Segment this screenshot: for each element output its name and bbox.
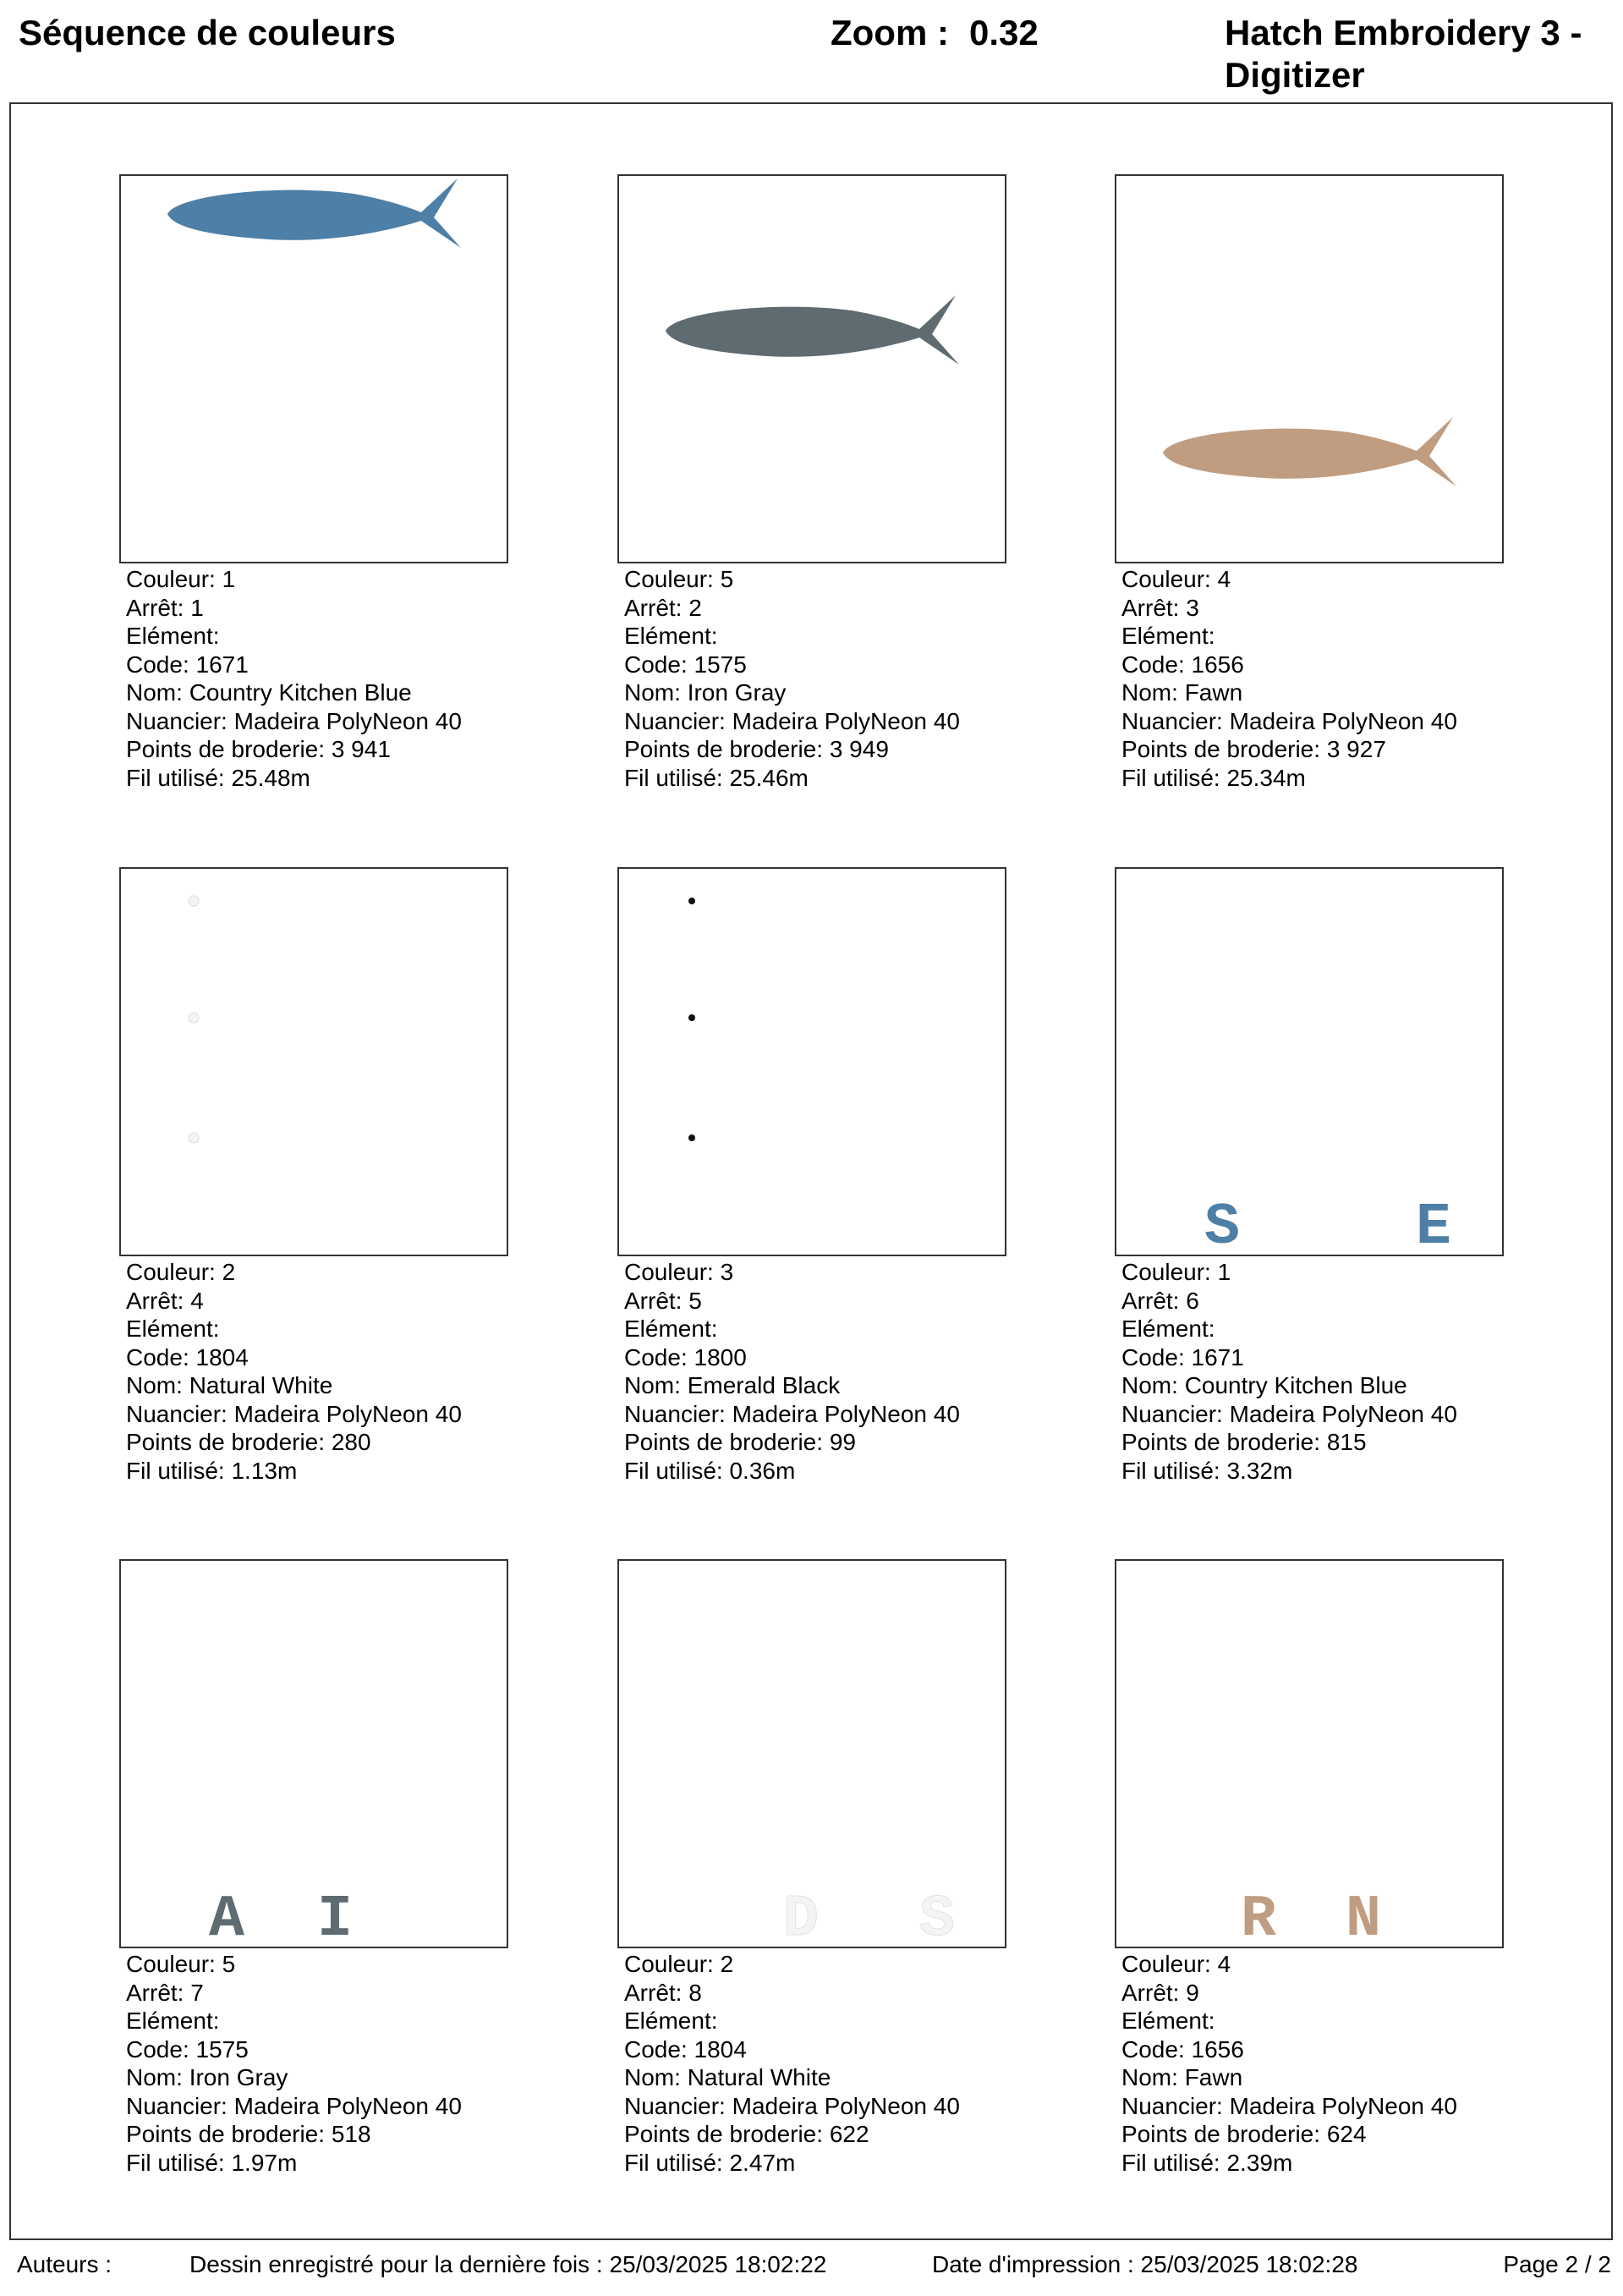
detail-label: Elément:	[1121, 2008, 1215, 2034]
detail-nom	[624, 2063, 1006, 2092]
stop-details	[617, 1258, 1006, 1485]
detail-value: 1575	[195, 2035, 249, 2063]
detail-fil	[624, 1457, 1006, 1486]
detail-value: 1656	[1191, 651, 1244, 678]
detail-label: Couleur:	[624, 1951, 714, 1977]
detail-label: Nuancier:	[126, 707, 228, 734]
detail-fil	[1121, 1457, 1504, 1486]
detail-label: Arrêt:	[624, 1287, 683, 1314]
detail-label: Nuancier:	[1121, 1400, 1223, 1427]
detail-value: 2.47m	[729, 2149, 796, 2176]
detail-fil	[1121, 764, 1504, 793]
detail-value: Madeira PolyNeon 40	[732, 707, 960, 734]
detail-value: Madeira PolyNeon 40	[233, 707, 462, 734]
color-stop-card	[617, 1559, 1006, 2177]
color-stop-card	[1115, 1559, 1504, 2177]
detail-value: 8	[688, 1979, 702, 2006]
detail-label: Nom:	[126, 2064, 183, 2090]
preview-graphic	[619, 176, 1005, 562]
detail-label: Nom:	[1121, 679, 1178, 706]
detail-label: Nom:	[1121, 2064, 1178, 2090]
detail-fil	[126, 764, 508, 793]
detail-code	[624, 2035, 1006, 2064]
stop-details	[1115, 1258, 1504, 1485]
detail-label: Couleur:	[1121, 566, 1211, 592]
detail-arret	[624, 1979, 1006, 2008]
detail-nuancier	[624, 2092, 1006, 2121]
detail-code	[1121, 2035, 1504, 2064]
detail-value: 6	[1186, 1287, 1199, 1314]
detail-value: 3 927	[1326, 736, 1386, 762]
detail-label: Code:	[624, 651, 688, 678]
detail-value: 1	[222, 566, 236, 592]
detail-points	[624, 735, 1006, 764]
design-preview	[617, 867, 1006, 1256]
fish-shape	[666, 295, 959, 365]
detail-fil	[1121, 2149, 1504, 2178]
detail-arret	[1121, 1287, 1504, 1316]
detail-element	[126, 2007, 508, 2035]
detail-couleur	[1121, 1258, 1504, 1287]
detail-nom	[624, 678, 1006, 707]
detail-nuancier	[624, 707, 1006, 736]
detail-points	[126, 735, 508, 764]
detail-label: Arrêt:	[624, 1979, 683, 2006]
detail-value: Country Kitchen Blue	[1184, 1372, 1407, 1398]
preview-graphic	[1116, 176, 1502, 562]
detail-label: Arrêt:	[126, 1287, 184, 1314]
detail-label: Elément:	[624, 2008, 718, 2034]
detail-value: 2	[688, 594, 702, 621]
detail-element	[126, 1315, 508, 1343]
detail-couleur	[1121, 565, 1504, 594]
detail-label: Nom:	[624, 2064, 681, 2090]
color-stop-card	[119, 867, 508, 1485]
detail-label: Code:	[126, 2035, 189, 2063]
detail-label: Fil utilisé:	[624, 764, 723, 791]
detail-fil	[126, 1457, 508, 1486]
detail-label: Points de broderie:	[1121, 2121, 1321, 2147]
design-preview	[617, 174, 1006, 563]
eye-dot	[688, 1014, 695, 1021]
detail-label: Fil utilisé:	[624, 2149, 723, 2176]
design-preview	[119, 174, 508, 563]
detail-value: 0.36m	[729, 1457, 796, 1484]
preview-graphic	[619, 1561, 1005, 1947]
detail-value: Madeira PolyNeon 40	[233, 2092, 462, 2119]
detail-label: Points de broderie:	[1121, 1429, 1321, 1455]
detail-value: Madeira PolyNeon 40	[1229, 2092, 1457, 2119]
detail-value: Natural White	[189, 1372, 333, 1398]
embroidery-letter: I	[316, 1887, 354, 1947]
detail-value: Madeira PolyNeon 40	[1229, 707, 1457, 734]
preview-graphic	[121, 1561, 507, 1947]
detail-value: Emerald Black	[687, 1372, 841, 1398]
detail-label: Arrêt:	[126, 594, 184, 621]
design-preview	[1115, 1559, 1504, 1948]
footer-page-number: Page 2 / 2	[1503, 2251, 1611, 2277]
app-name: Hatch Embroidery 3 - Digitizer	[1225, 13, 1582, 95]
detail-couleur	[1121, 1950, 1504, 1979]
detail-value: 5	[688, 1287, 702, 1314]
detail-couleur	[126, 565, 508, 594]
detail-nom	[624, 1371, 1006, 1400]
detail-label: Arrêt:	[1121, 594, 1180, 621]
detail-value: 4	[1217, 1951, 1231, 1977]
detail-label: Nom:	[126, 1372, 183, 1398]
detail-points	[624, 1428, 1006, 1457]
detail-element	[624, 2007, 1006, 2035]
detail-label: Points de broderie:	[624, 2121, 824, 2147]
detail-nom	[1121, 2063, 1504, 2092]
detail-value: 1.97m	[231, 2149, 298, 2176]
detail-points	[126, 1428, 508, 1457]
detail-fil	[624, 2149, 1006, 2178]
stop-details	[617, 565, 1006, 792]
detail-label: Couleur:	[624, 1259, 714, 1285]
detail-code	[126, 1343, 508, 1372]
detail-label: Fil utilisé:	[1121, 1457, 1220, 1484]
detail-couleur	[126, 1950, 508, 1979]
footer-last-saved: Dessin enregistré pour la dernière fois : 25/03/2025 18:02:22	[189, 2251, 827, 2277]
detail-value: 1671	[1191, 1343, 1244, 1370]
detail-label: Arrêt:	[1121, 1287, 1180, 1314]
detail-arret	[126, 1979, 508, 2008]
preview-graphic	[121, 869, 507, 1255]
detail-value: 3.32m	[1226, 1457, 1293, 1484]
detail-label: Nuancier:	[624, 707, 726, 734]
detail-value: 1804	[694, 2035, 747, 2063]
detail-value: Madeira PolyNeon 40	[732, 1400, 960, 1427]
detail-label: Couleur:	[1121, 1951, 1211, 1977]
detail-couleur	[624, 1950, 1006, 1979]
detail-value: Fawn	[1184, 2064, 1243, 2090]
detail-value: 1671	[195, 651, 249, 678]
detail-label: Nom:	[624, 679, 681, 706]
stop-details	[119, 1950, 508, 2177]
detail-label: Arrêt:	[624, 594, 683, 621]
detail-element	[624, 1315, 1006, 1343]
detail-points	[624, 2120, 1006, 2149]
eye-dot	[688, 1134, 695, 1141]
detail-value: 4	[1217, 566, 1231, 592]
eye-dot	[189, 1133, 199, 1143]
detail-couleur	[624, 565, 1006, 594]
detail-label: Elément:	[1121, 623, 1215, 649]
detail-code	[1121, 1343, 1504, 1372]
detail-nuancier	[1121, 707, 1504, 736]
color-stop-card	[119, 174, 508, 792]
detail-label: Code:	[1121, 2035, 1185, 2063]
detail-couleur	[126, 1258, 508, 1287]
detail-nuancier	[126, 1400, 508, 1429]
detail-element	[126, 622, 508, 651]
detail-nuancier	[1121, 2092, 1504, 2121]
detail-points	[1121, 2120, 1504, 2149]
detail-label: Couleur:	[126, 566, 216, 592]
detail-value: Country Kitchen Blue	[189, 679, 412, 706]
detail-label: Fil utilisé:	[1121, 764, 1220, 791]
detail-value: 5	[720, 566, 734, 592]
preview-graphic	[619, 869, 1005, 1255]
detail-label: Points de broderie:	[624, 736, 824, 762]
detail-code	[126, 2035, 508, 2064]
detail-label: Nom:	[1121, 1372, 1178, 1398]
preview-graphic	[1116, 1561, 1502, 1947]
detail-label: Nuancier:	[1121, 707, 1223, 734]
color-stop-card	[617, 174, 1006, 792]
detail-points	[126, 2120, 508, 2149]
detail-value: 1575	[694, 651, 747, 678]
detail-points	[1121, 735, 1504, 764]
detail-element	[624, 622, 1006, 651]
detail-value: Fawn	[1184, 679, 1243, 706]
detail-label: Fil utilisé:	[126, 2149, 225, 2176]
detail-element	[1121, 1315, 1504, 1343]
detail-value: 2.39m	[1226, 2149, 1293, 2176]
detail-fil	[126, 2149, 508, 2178]
embroidery-letter: D	[782, 1887, 820, 1947]
detail-element	[1121, 2007, 1504, 2035]
detail-code	[624, 1343, 1006, 1372]
footer-print-date: Date d'impression : 25/03/2025 18:02:28	[932, 2251, 1358, 2277]
embroidery-letter: A	[208, 1887, 245, 1947]
color-stop-card	[1115, 867, 1504, 1485]
stop-details	[119, 565, 508, 792]
eye-dot	[189, 1013, 199, 1023]
detail-arret	[1121, 1979, 1504, 2008]
detail-arret	[624, 594, 1006, 623]
detail-label: Couleur:	[126, 1951, 216, 1977]
embroidery-letter: S	[1204, 1195, 1241, 1255]
detail-label: Code:	[624, 1343, 688, 1370]
preview-graphic	[121, 176, 507, 562]
stop-details	[1115, 1950, 1504, 2177]
zoom-value: 0.32	[968, 13, 1039, 52]
detail-label: Points de broderie:	[1121, 736, 1321, 762]
detail-value: 4	[190, 1287, 204, 1314]
detail-label: Points de broderie:	[126, 1429, 326, 1455]
detail-value: Iron Gray	[189, 2064, 288, 2090]
detail-nom	[126, 678, 508, 707]
detail-value: Natural White	[687, 2064, 831, 2090]
design-preview	[119, 1559, 508, 1948]
detail-label: Arrêt:	[126, 1979, 184, 2006]
detail-label: Points de broderie:	[126, 736, 326, 762]
detail-label: Couleur:	[126, 1259, 216, 1285]
zoom-indicator	[831, 12, 1039, 54]
detail-element	[1121, 622, 1504, 651]
detail-label: Points de broderie:	[624, 1429, 824, 1455]
detail-value: Madeira PolyNeon 40	[732, 2092, 960, 2119]
detail-couleur	[624, 1258, 1006, 1287]
color-stop-card	[617, 867, 1006, 1485]
zoom-label: Zoom :	[831, 13, 949, 52]
detail-label: Fil utilisé:	[624, 1457, 723, 1484]
detail-label: Nuancier:	[624, 1400, 726, 1427]
detail-nom	[126, 2063, 508, 2092]
detail-label: Nom:	[126, 679, 183, 706]
detail-value: 3 941	[331, 736, 391, 762]
detail-value: 25.34m	[1226, 764, 1306, 791]
detail-value: 99	[829, 1429, 856, 1455]
stop-details	[119, 1258, 508, 1485]
detail-value: Madeira PolyNeon 40	[1229, 1400, 1457, 1427]
embroidery-letter: N	[1345, 1887, 1382, 1947]
fish-shape	[1163, 417, 1456, 486]
detail-label: Elément:	[126, 623, 220, 649]
detail-label: Arrêt:	[1121, 1979, 1180, 2006]
detail-nom	[126, 1371, 508, 1400]
detail-label: Fil utilisé:	[126, 1457, 225, 1484]
embroidery-letter: S	[918, 1887, 956, 1947]
color-stop-card	[119, 1559, 508, 2177]
detail-label: Elément:	[126, 2008, 220, 2034]
detail-arret	[126, 1287, 508, 1316]
detail-value: 2	[720, 1951, 734, 1977]
design-preview	[1115, 867, 1504, 1256]
detail-label: Couleur:	[624, 566, 714, 592]
detail-points	[1121, 1428, 1504, 1457]
stop-details	[1115, 565, 1504, 792]
color-stop-card	[1115, 174, 1504, 792]
detail-value: 25.48m	[231, 764, 310, 791]
detail-label: Nom:	[624, 1372, 681, 1398]
embroidery-letter: R	[1240, 1887, 1277, 1947]
detail-label: Nuancier:	[126, 2092, 228, 2119]
detail-value: 3	[720, 1259, 734, 1285]
detail-code	[624, 651, 1006, 679]
detail-value: 624	[1326, 2121, 1367, 2147]
detail-value: 1656	[1191, 2035, 1244, 2063]
detail-label: Elément:	[624, 1316, 718, 1342]
fish-shape	[167, 179, 461, 248]
detail-nuancier	[1121, 1400, 1504, 1429]
detail-label: Elément:	[1121, 1316, 1215, 1342]
detail-value: 3	[1186, 594, 1199, 621]
page-title: Séquence de couleurs	[19, 13, 396, 52]
detail-label: Nuancier:	[1121, 2092, 1223, 2119]
detail-value: 518	[331, 2121, 371, 2147]
detail-value: 1	[1217, 1259, 1231, 1285]
detail-value: 2	[222, 1259, 236, 1285]
detail-label: Fil utilisé:	[126, 764, 225, 791]
design-preview	[617, 1559, 1006, 1948]
design-preview	[119, 867, 508, 1256]
preview-graphic	[1116, 869, 1502, 1255]
detail-value: 9	[1186, 1979, 1199, 2006]
detail-value: 1800	[694, 1343, 747, 1370]
embroidery-letter: E	[1415, 1195, 1452, 1255]
detail-value: 280	[331, 1429, 371, 1455]
detail-value: Iron Gray	[687, 679, 787, 706]
detail-label: Points de broderie:	[126, 2121, 326, 2147]
detail-nuancier	[126, 2092, 508, 2121]
detail-nuancier	[624, 1400, 1006, 1429]
detail-arret	[1121, 594, 1504, 623]
detail-label: Couleur:	[1121, 1259, 1211, 1285]
detail-label: Elément:	[624, 623, 718, 649]
detail-label: Elément:	[126, 1316, 220, 1342]
detail-value: 815	[1326, 1429, 1367, 1455]
stop-details	[617, 1950, 1006, 2177]
detail-label: Nuancier:	[624, 2092, 726, 2119]
design-preview	[1115, 174, 1504, 563]
detail-label: Code:	[1121, 1343, 1185, 1370]
detail-label: Code:	[624, 2035, 688, 2063]
detail-label: Code:	[126, 1343, 189, 1370]
detail-value: 1	[190, 594, 204, 621]
detail-code	[1121, 651, 1504, 679]
eye-dot	[688, 898, 695, 904]
detail-value: 1804	[195, 1343, 249, 1370]
detail-value: 7	[190, 1979, 204, 2006]
detail-label: Fil utilisé:	[1121, 2149, 1220, 2176]
detail-nom	[1121, 1371, 1504, 1400]
detail-arret	[624, 1287, 1006, 1316]
detail-value: 622	[829, 2121, 869, 2147]
detail-value: 5	[222, 1951, 236, 1977]
detail-arret	[126, 594, 508, 623]
detail-label: Code:	[1121, 651, 1185, 678]
detail-nuancier	[126, 707, 508, 736]
detail-value: 3 949	[829, 736, 889, 762]
detail-value: Madeira PolyNeon 40	[233, 1400, 462, 1427]
detail-fil	[624, 764, 1006, 793]
footer-authors: Auteurs :	[17, 2251, 112, 2277]
detail-nom	[1121, 678, 1504, 707]
detail-label: Nuancier:	[126, 1400, 228, 1427]
detail-code	[126, 651, 508, 679]
detail-value: 1.13m	[231, 1457, 298, 1484]
detail-label: Code:	[126, 651, 189, 678]
eye-dot	[189, 896, 199, 906]
detail-value: 25.46m	[729, 764, 809, 791]
